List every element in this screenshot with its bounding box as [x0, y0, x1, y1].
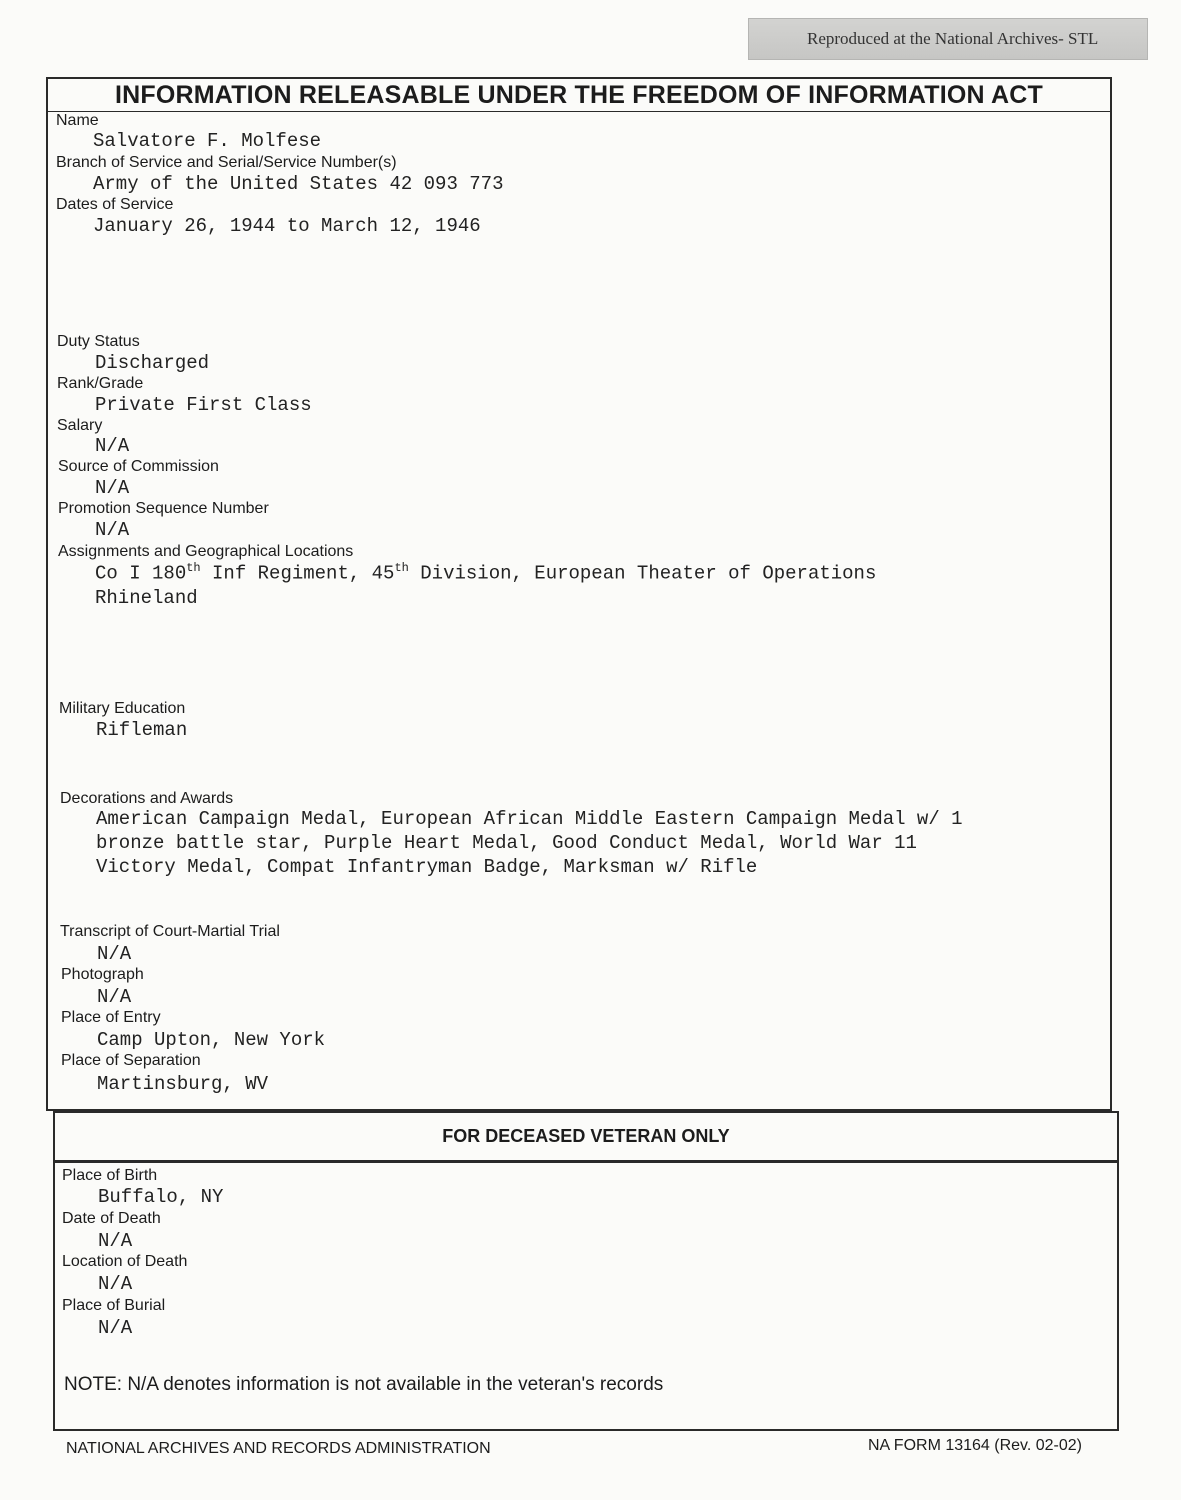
promotion-value: N/A [95, 519, 130, 541]
assignments-regiment: Inf Regiment, 45 [200, 562, 395, 585]
court-martial-value: N/A [97, 943, 132, 965]
assignments-label: Assignments and Geographical Locations [58, 543, 354, 560]
burial-label: Place of Burial [62, 1297, 166, 1314]
death-date-value: N/A [98, 1230, 133, 1252]
court-martial-label: Transcript of Court-Martial Trial [60, 923, 280, 940]
ordinal-suffix: th [186, 561, 201, 575]
branch-value: Army of the United States 42 093 773 [93, 173, 504, 195]
salary-value: N/A [95, 435, 130, 457]
death-location-label: Location of Death [62, 1253, 188, 1270]
birth-value: Buffalo, NY [98, 1186, 224, 1208]
duty-status-label: Duty Status [57, 333, 140, 350]
rank-value: Private First Class [95, 394, 312, 416]
decorations-line-3: Victory Medal, Compat Infantryman Badge, Marksman w/ Rifle [96, 856, 758, 878]
decorations-line-1: American Campaign Medal, European African Middle Eastern Campaign Medal w/ 1 [96, 808, 963, 830]
stamp-text: Reproduced at the National Archives- STL [807, 29, 1099, 48]
archives-stamp [748, 18, 1148, 60]
dates-value: January 26, 1944 to March 12, 1946 [93, 215, 481, 237]
footer-agency: NATIONAL ARCHIVES AND RECORDS ADMINISTRATION [66, 1440, 491, 1457]
branch-label: Branch of Service and Serial/Service Number(s) [56, 154, 397, 171]
entry-label: Place of Entry [61, 1009, 161, 1026]
footer-form-number: NA FORM 13164 (Rev. 02-02) [868, 1437, 1083, 1454]
separation-value: Martinsburg, WV [97, 1073, 269, 1095]
dates-label: Dates of Service [56, 196, 174, 213]
assignments-line-1 [95, 561, 876, 584]
na-note: NOTE: N/A denotes information is not available in the veteran's records [64, 1374, 664, 1395]
burial-value: N/A [98, 1317, 133, 1339]
separation-label: Place of Separation [61, 1052, 201, 1069]
commission-label: Source of Commission [58, 458, 219, 475]
assignments-company: Co I 180 [95, 562, 187, 585]
ordinal-suffix: th [394, 561, 409, 575]
duty-status-value: Discharged [95, 352, 210, 374]
decorations-label: Decorations and Awards [60, 790, 234, 807]
name-value: Salvatore F. Molfese [93, 130, 322, 152]
deceased-section-header: FOR DECEASED VETERAN ONLY [53, 1111, 1119, 1162]
assignments-line-2: Rhineland [95, 587, 198, 609]
promotion-label: Promotion Sequence Number [58, 500, 269, 517]
education-value: Rifleman [96, 719, 188, 741]
commission-value: N/A [95, 477, 130, 499]
assignments-division: Division, European Theater of Operations [408, 562, 877, 585]
name-label: Name [56, 112, 99, 129]
decorations-line-2: bronze battle star, Purple Heart Medal, Good Conduct Medal, World War 11 [96, 832, 917, 854]
entry-value: Camp Upton, New York [97, 1029, 326, 1051]
rank-label: Rank/Grade [57, 375, 144, 392]
death-date-label: Date of Death [62, 1210, 161, 1227]
photograph-value: N/A [97, 986, 132, 1008]
birth-label: Place of Birth [62, 1167, 158, 1184]
death-location-value: N/A [98, 1273, 133, 1295]
photograph-label: Photograph [61, 966, 144, 983]
salary-label: Salary [57, 417, 103, 434]
education-label: Military Education [59, 700, 186, 717]
form-title: INFORMATION RELEASABLE UNDER THE FREEDOM OF INFORMATION ACT [48, 79, 1110, 112]
